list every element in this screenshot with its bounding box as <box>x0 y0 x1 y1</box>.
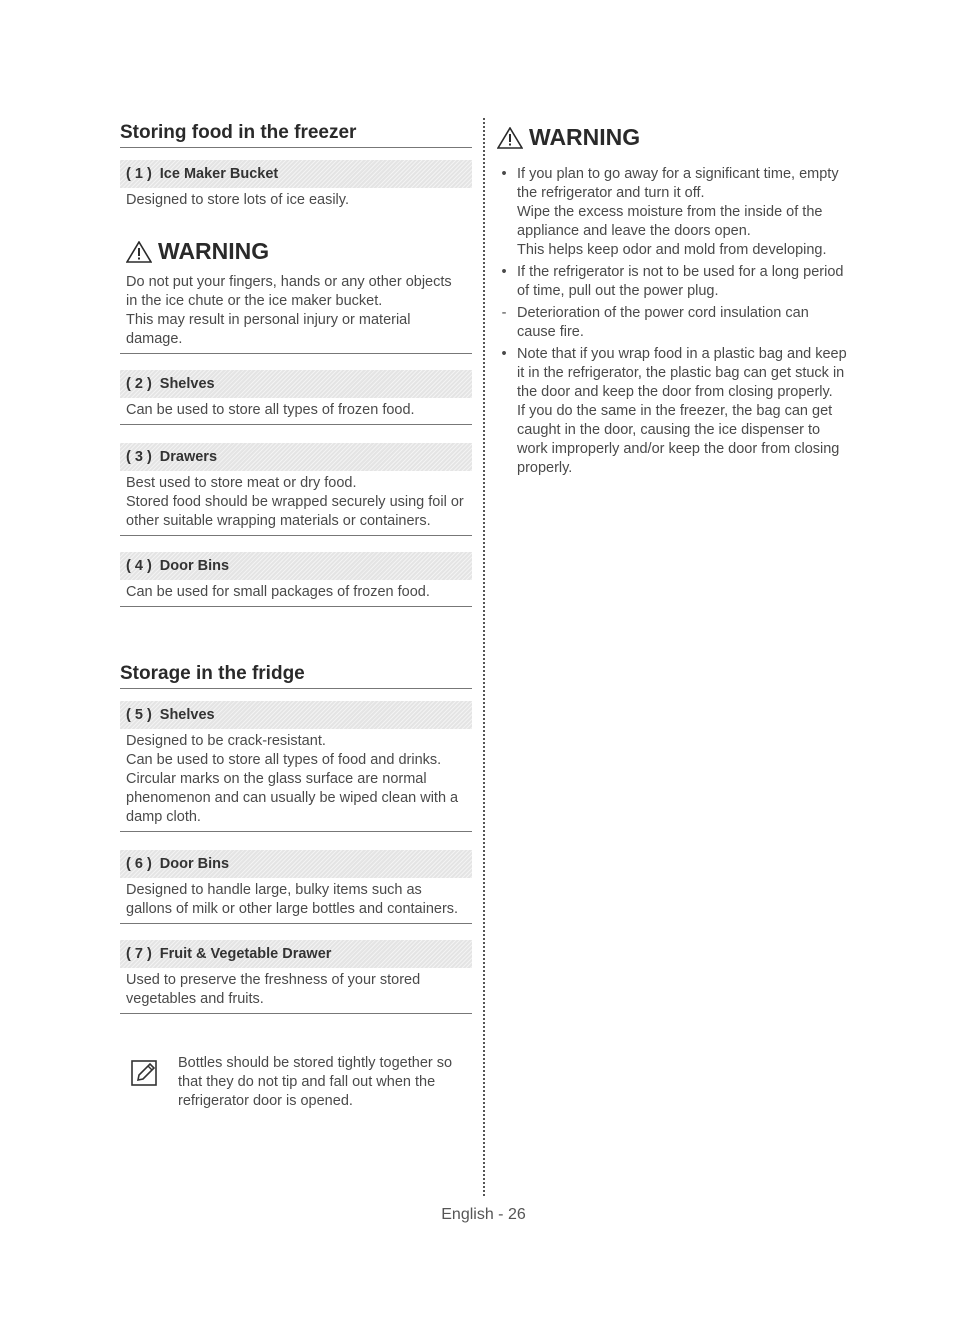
item-number: ( 2 ) <box>126 376 152 392</box>
item-header-ice-maker-bucket <box>120 160 472 188</box>
item-number: ( 4 ) <box>126 558 152 574</box>
bullet-mark: • <box>501 166 507 182</box>
fridge-section-title: Storage in the fridge <box>120 659 472 689</box>
item-label: Shelves <box>159 707 215 723</box>
item-header-freezer-shelves <box>120 370 472 398</box>
item-number: ( 5 ) <box>126 707 152 723</box>
item-label: Door Bins <box>159 856 230 872</box>
warning-title: WARNING <box>158 238 270 264</box>
note-pencil-icon <box>130 1058 160 1088</box>
freezer-warning-text <box>120 273 472 354</box>
item-header-freezer-door-bins <box>120 552 472 580</box>
item-description: Designed to be crack-resistant. Can be used to store all types of food and drinks. Circular marks on the glass surface are normal phenomenon and can usually be wiped clean with a damp cloth. <box>120 729 472 832</box>
item-header-fridge-door-bins <box>120 850 472 878</box>
item-label: Door Bins <box>159 558 230 574</box>
bullet-text: Deterioration of the power cord insulation can cause fire. <box>517 305 809 340</box>
item-header-drawers <box>120 443 472 471</box>
freezer-warning-heading <box>120 214 472 273</box>
list-item <box>497 165 847 260</box>
item-description: Designed to store lots of ice easily. <box>126 192 349 208</box>
item-number: ( 7 ) <box>126 946 152 962</box>
page-footer: English - 26 <box>441 1206 526 1223</box>
item-label: Shelves <box>159 376 215 392</box>
note-text: Bottles should be stored tightly together so that they do not tip and fall out when the refrigerator door is opened. <box>178 1055 453 1109</box>
item-description: Can be used to store all types of frozen food. <box>120 398 472 425</box>
bullet-mark: • <box>501 346 507 362</box>
bullet-text: Note that if you wrap food in a plastic bag and keep it in the refrigerator, the plastic bag can get stuck in the door and keep the door from closing properly. If you do the same in the freezer, the bag can get caught in the door, causing the ice dispenser to work improperly and/or keep the door from closing properly. <box>517 346 847 476</box>
right-warning-heading <box>497 124 847 151</box>
warning-triangle-icon <box>126 241 152 263</box>
note-box <box>120 1054 472 1111</box>
item-description: Can be used for small packages of frozen food. <box>120 580 472 607</box>
item-header-fruit-vegetable-drawer <box>120 940 472 968</box>
warning-title: WARNING <box>529 124 641 150</box>
item-label: Drawers <box>159 449 218 465</box>
column-divider <box>483 118 485 1196</box>
bullet-text: If the refrigerator is not to be used for a long period of time, pull out the power plug. <box>517 264 844 299</box>
item-number: ( 3 ) <box>126 449 152 465</box>
bullet-mark: - <box>501 305 507 321</box>
item-label: Fruit & Vegetable Drawer <box>159 946 332 962</box>
list-item <box>497 304 847 342</box>
freezer-section-title: Storing food in the freezer <box>120 118 472 148</box>
warning-triangle-icon <box>497 127 523 149</box>
warning-bullet-list <box>497 165 847 478</box>
item-description: Used to preserve the freshness of your stored vegetables and fruits. <box>120 968 472 1014</box>
list-item <box>497 263 847 301</box>
left-column <box>120 118 472 1111</box>
item-description: Designed to handle large, bulky items such as gallons of milk or other large bottles and containers. <box>120 878 472 924</box>
right-column <box>497 124 847 481</box>
bullet-text: If you plan to go away for a significant time, empty the refrigerator and turn it off. Wipe the excess moisture from the inside of the appliance and leave the doors open. This helps keep odor and mold from developing. <box>517 166 839 258</box>
item-number: ( 1 ) <box>126 166 152 182</box>
item-description: Best used to store meat or dry food. Stored food should be wrapped securely using foil or other suitable wrapping materials or containers. <box>120 471 472 536</box>
item-number: ( 6 ) <box>126 856 152 872</box>
item-header-fridge-shelves <box>120 701 472 729</box>
list-item <box>497 345 847 478</box>
item-label: Ice Maker Bucket <box>159 166 279 182</box>
bullet-mark: • <box>501 264 507 280</box>
warning-text: Do not put your fingers, hands or any other objects in the ice chute or the ice maker bucket. This may result in personal injury or material damage. <box>126 274 452 347</box>
